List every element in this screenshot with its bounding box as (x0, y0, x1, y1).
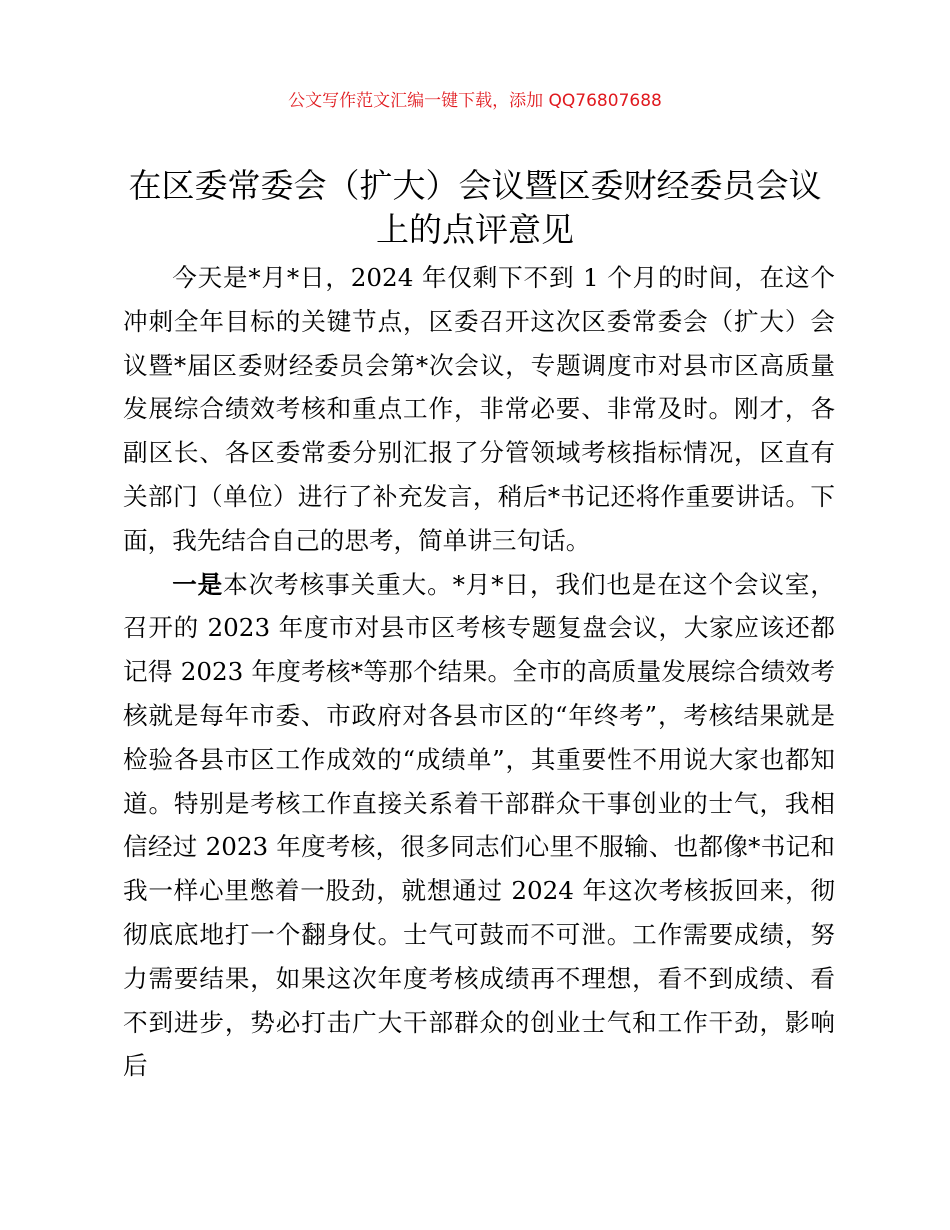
paragraph-point-one-lead: 一是 (172, 569, 224, 599)
document-body (123, 256, 835, 1088)
paragraph-intro-text: 今天是*月*日，2024 年仅剩下不到 1 个月的时间，在这个冲刺全年目标的关键节点，区委召开这次区委常委会（扩大）会议暨*届区委财经委员会第*次会议，专题调度市对县市区高质量发展综合绩效考核和重点工作，非常必要、非常及时。刚才，各副区长、各区委常委分别汇报了分管领域考核指标情况，区直有关部门（单位）进行了补充发言，稍后*书记还将作重要讲话。下面，我先结合自己的思考，简单讲三句话。 (123, 263, 835, 555)
download-promo-note: 公文写作范文汇编一键下载，添加 QQ76807688 (288, 91, 662, 111)
paragraph-point-one (123, 563, 835, 1089)
paragraph-intro (123, 256, 835, 563)
paragraph-point-one-text: 本次考核事关重大。*月*日，我们也是在这个会议室，召开的 2023 年度市对县市区考核专题复盘会议，大家应该还都记得 2023 年度考核*等那个结果。全市的高质量发展综合绩效考核就是每年市委、市政府对各县市区的“年终考”，考核结果就是检验各县市区工作成效的“成绩单”，其重要性不用说大家也都知道。特别是考核工作直接关系着干部群众干事创业的士气，我相信经过 2023 年度考核，很多同志们心里不服输、也都像*书记和我一样心里憋着一股劲，就想通过 2024 年这次考核扳回来，彻彻底底地打一个翻身仗。士气可鼓而不可泄。工作需要成绩，努力需要结果，如果这次年度考核成绩再不理想，看不到成绩、看不到进步，势必打击广大干部群众的创业士气和工作干劲，影响后 (123, 569, 835, 1081)
document-title: 在区委常委会（扩大）会议暨区委财经委员会议上的点评意见 (128, 166, 822, 249)
